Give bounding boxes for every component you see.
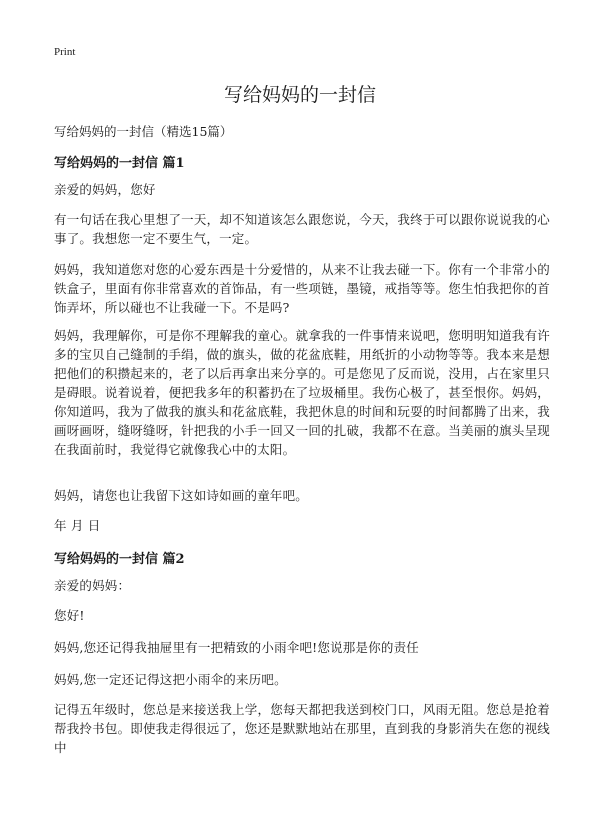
letter2-paragraph-3: 记得五年级时，您总是来接送我上学，您每天都把我送到校门口，风雨无阻。您总是抢着帮我拎书包。即使我走得很远了，您还是默默地站在那里，直到我的身影消失在您的视线中	[54, 702, 550, 755]
letter2-paragraph-2: 妈妈,您一定还记得这把小雨伞的来历吧。	[54, 672, 287, 687]
letter1-greeting: 亲爱的妈妈，您好	[54, 182, 156, 197]
letter2-hello: 您好!	[54, 608, 85, 623]
letter1-paragraph-1: 有一句话在我心里想了一天，却不知道该怎么跟您说，今天，我终于可以跟你说说我的心事了。我想您一定不要生气，一定。	[54, 212, 550, 246]
letter2-greeting: 亲爱的妈妈：	[54, 578, 131, 593]
letter1-paragraph-4: 妈妈，请您也让我留下这如诗如画的童年吧。	[54, 488, 309, 503]
print-link[interactable]: Print	[54, 46, 76, 58]
letter2-heading: 写给妈妈的一封信 篇2	[54, 552, 185, 567]
letter1-paragraph-2: 妈妈，我知道您对您的心爱东西是十分爱惜的，从来不让我去碰一下。你有一个非常小的铁盒子，里面有你非常喜欢的首饰品，有一些项链，墨镜，戒指等等。您生怕我把你的首饰弄坏，所以碰也不让我碰一下。不是吗?	[54, 262, 550, 315]
page-title: 写给妈妈的一封信	[223, 84, 376, 106]
letter1-heading: 写给妈妈的一封信 篇1	[54, 156, 185, 171]
letter1-paragraph-3: 妈妈，我理解你，可是你不理解我的童心。就拿我的一件事情来说吧，您明明知道我有许多的宝贝自己缝制的手绢，做的旗头，做的花盆底鞋，用纸折的小动物等等。我本来是想把他们的积攒起来的，老了以后再拿出来分享的。可是您见了反而说，没用，占在家里只是碍眼。说着说着，便把我多年的积蓄扔在了垃圾桶里。我伤心极了，甚至恨你。妈妈，你知道吗，我为了做我的旗头和花盆底鞋，我把休息的时间和玩耍的时间都腾了出来，我画呀画呀，缝呀缝呀，针把我的小手一回又一回的扎破，我都不在意。当美丽的旗头呈现在我面前时，我觉得它就像我心中的太阳。	[54, 328, 550, 457]
document-subtitle: 写给妈妈的一封信（精选15篇）	[54, 124, 233, 139]
letter2-paragraph-1: 妈妈,您还记得我抽屉里有一把精致的小雨伞吧!您说那是你的责任	[54, 640, 419, 655]
letter1-date: 年 月 日	[54, 518, 101, 533]
